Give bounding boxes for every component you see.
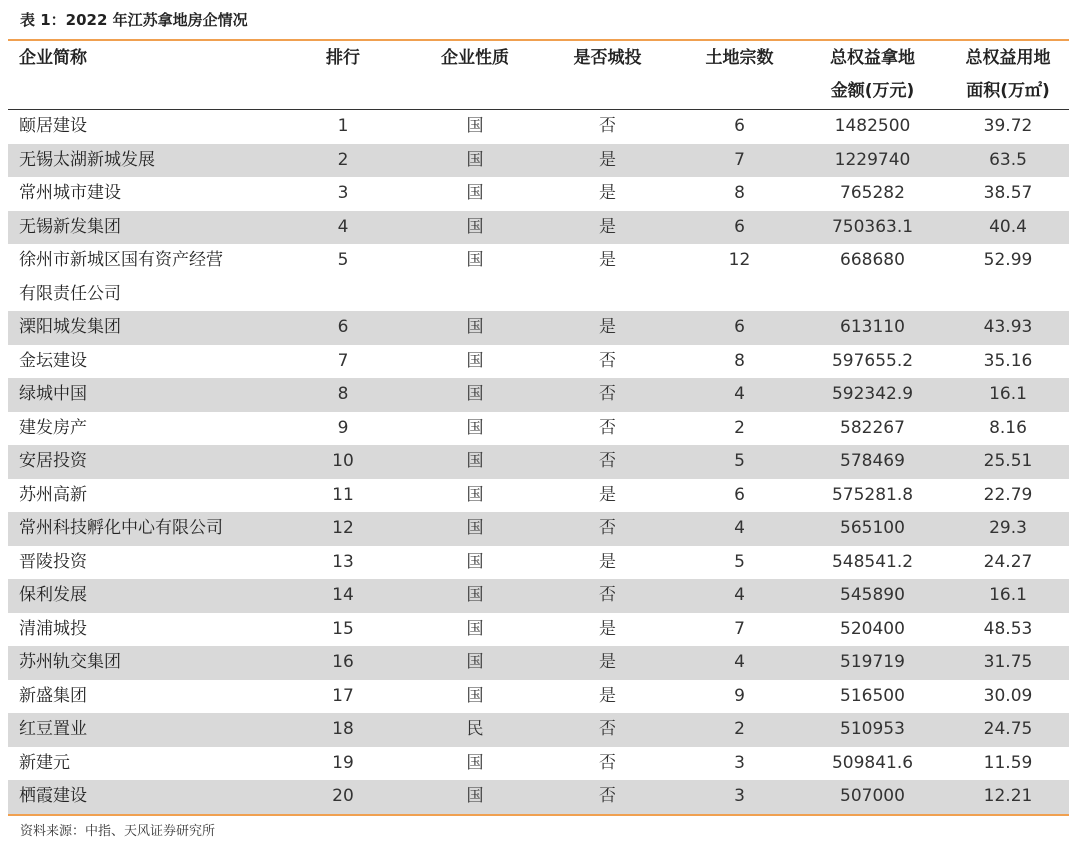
cell-rank: 17	[332, 685, 354, 706]
cell-land-count: 4	[681, 646, 798, 680]
cell-nature: 国	[416, 378, 534, 412]
cell-land-count: 2	[681, 713, 798, 747]
cell-area: 25.51	[947, 445, 1069, 479]
cell-rank: 15	[332, 618, 354, 639]
header-amount	[798, 41, 947, 110]
table-row	[8, 780, 1069, 814]
cell-nature: 国	[466, 350, 484, 371]
cell-amount: 750363.1	[798, 211, 947, 245]
cell-name-line2: 有限责任公司	[19, 283, 121, 304]
cell-chengtou: 否	[599, 350, 616, 371]
table-row	[8, 311, 1069, 345]
cell-land-count: 6	[734, 484, 745, 505]
header-amount-line2: 金额(万元)	[830, 81, 915, 101]
cell-rank: 1	[337, 116, 349, 136]
cell-nature: 国	[416, 780, 534, 814]
cell-amount: 510953	[798, 713, 947, 747]
cell-area: 16.1	[947, 579, 1069, 613]
cell-area: 52.99	[983, 250, 1033, 270]
cell-chengtou: 是	[599, 183, 616, 203]
cell-area: 22.79	[983, 484, 1033, 505]
cell-chengtou: 否	[534, 780, 681, 814]
cell-area: 29.3	[947, 512, 1069, 546]
cell-nature: 国	[416, 311, 534, 345]
cell-nature: 国	[416, 512, 534, 546]
cell-rank: 2	[270, 144, 416, 178]
cell-rank: 18	[270, 713, 416, 747]
cell-nature: 国	[466, 183, 484, 203]
cell-chengtou: 否	[534, 445, 681, 479]
cell-chengtou: 是	[534, 311, 681, 345]
cell-amount: 582267	[840, 417, 905, 438]
table-row	[8, 412, 1069, 446]
cell-nature: 民	[416, 713, 534, 747]
cell-land-count: 4	[681, 512, 798, 546]
table-row	[8, 512, 1069, 546]
table-row	[8, 378, 1069, 412]
cell-amount: 1229740	[798, 144, 947, 178]
cell-land-count: 5	[734, 551, 745, 572]
table-row	[8, 646, 1069, 680]
bottom-rule	[8, 814, 1069, 816]
cell-name: 栖霞建设	[8, 780, 270, 814]
cell-area: 48.53	[983, 618, 1033, 639]
cell-rank: 3	[337, 183, 349, 203]
cell-area: 12.21	[947, 780, 1069, 814]
cell-land-count: 8	[734, 183, 745, 203]
cell-area: 39.72	[983, 116, 1033, 136]
cell-nature: 国	[466, 618, 484, 639]
cell-area: 43.93	[947, 311, 1069, 345]
cell-rank: 19	[332, 752, 354, 773]
cell-land-count: 4	[681, 378, 798, 412]
cell-amount: 520400	[840, 618, 905, 639]
cell-area: 16.1	[947, 378, 1069, 412]
cell-area: 8.16	[989, 417, 1027, 438]
cell-chengtou: 是	[599, 250, 616, 270]
cell-rank: 14	[270, 579, 416, 613]
cell-nature: 国	[416, 144, 534, 178]
cell-chengtou: 是	[599, 685, 616, 706]
cell-amount: 597655.2	[831, 350, 914, 371]
cell-land-count: 9	[734, 685, 745, 706]
table-caption: 表 1：2022 年江苏拿地房企情况	[20, 11, 248, 29]
cell-amount: 578469	[798, 445, 947, 479]
cell-name: 苏州高新	[19, 484, 87, 505]
land-acquisition-table	[8, 39, 1069, 816]
cell-chengtou: 否	[599, 417, 616, 438]
cell-land-count: 5	[681, 445, 798, 479]
cell-rank: 7	[337, 350, 349, 371]
cell-area: 63.5	[947, 144, 1069, 178]
header-nature: 企业性质	[441, 48, 509, 68]
cell-chengtou: 否	[534, 378, 681, 412]
cell-land-count: 3	[681, 780, 798, 814]
table-row	[8, 546, 1069, 580]
cell-nature: 国	[466, 752, 484, 773]
cell-nature: 国	[466, 685, 484, 706]
cell-amount: 519719	[798, 646, 947, 680]
cell-land-count: 8	[734, 350, 745, 371]
table-row	[8, 713, 1069, 747]
header-amount-line1: 总权益拿地	[830, 48, 915, 68]
cell-rank: 6	[270, 311, 416, 345]
cell-amount: 565100	[798, 512, 947, 546]
cell-land-count: 4	[681, 579, 798, 613]
table-row	[8, 345, 1069, 379]
cell-chengtou: 是	[534, 646, 681, 680]
source-note: 资料来源：中指、天风证券研究所	[20, 824, 216, 839]
cell-amount: 765282	[840, 183, 905, 203]
cell-area: 24.75	[947, 713, 1069, 747]
cell-name: 保利发展	[8, 579, 270, 613]
cell-land-count: 6	[681, 311, 798, 345]
cell-rank: 4	[270, 211, 416, 245]
cell-land-count: 3	[734, 752, 745, 773]
cell-name: 常州科技孵化中心有限公司	[8, 512, 270, 546]
cell-name: 清浦城投	[19, 618, 87, 639]
cell-name: 溧阳城发集团	[8, 311, 270, 345]
cell-amount: 545890	[798, 579, 947, 613]
cell-name: 建发房产	[19, 417, 87, 438]
table-row	[8, 747, 1069, 781]
cell-rank: 12	[270, 512, 416, 546]
cell-area: 11.59	[983, 752, 1033, 773]
cell-nature: 国	[466, 551, 484, 572]
cell-area: 40.4	[947, 211, 1069, 245]
cell-rank: 8	[270, 378, 416, 412]
cell-name: 颐居建设	[19, 116, 87, 136]
cell-land-count: 2	[734, 417, 745, 438]
cell-chengtou: 否	[534, 579, 681, 613]
cell-name-line1: 徐州市新城区国有资产经营	[19, 250, 223, 270]
cell-name: 绿城中国	[8, 378, 270, 412]
cell-nature: 国	[416, 211, 534, 245]
cell-chengtou: 否	[599, 116, 616, 136]
cell-area: 24.27	[983, 551, 1033, 572]
header-area	[947, 41, 1069, 110]
cell-area: 35.16	[983, 350, 1033, 371]
table-row	[8, 244, 1069, 311]
header-name: 企业简称	[19, 48, 87, 68]
cell-name: 无锡新发集团	[8, 211, 270, 245]
cell-chengtou: 否	[534, 512, 681, 546]
table-row	[8, 613, 1069, 647]
cell-chengtou: 是	[599, 618, 616, 639]
cell-nature: 国	[466, 484, 484, 505]
table-row	[8, 144, 1069, 178]
cell-name: 无锡太湖新城发展	[8, 144, 270, 178]
cell-rank: 20	[270, 780, 416, 814]
header-rank: 排行	[326, 48, 360, 68]
cell-area: 38.57	[983, 183, 1033, 203]
cell-name: 新建元	[19, 752, 70, 773]
header-chengtou: 是否城投	[573, 48, 642, 68]
table-row	[8, 177, 1069, 211]
cell-amount: 516500	[840, 685, 905, 706]
cell-chengtou: 是	[599, 551, 616, 572]
header-land-count: 土地宗数	[705, 48, 774, 68]
cell-land-count: 6	[681, 211, 798, 245]
cell-land-count: 6	[734, 116, 745, 136]
cell-amount: 575281.8	[831, 484, 914, 505]
cell-name: 安居投资	[8, 445, 270, 479]
header-area-line2: 面积(万㎡)	[966, 81, 1050, 101]
cell-name: 常州城市建设	[19, 183, 121, 203]
cell-amount: 507000	[798, 780, 947, 814]
cell-rank: 10	[270, 445, 416, 479]
table-row	[8, 680, 1069, 714]
cell-land-count: 7	[734, 618, 745, 639]
cell-name: 苏州轨交集团	[8, 646, 270, 680]
cell-nature: 国	[416, 646, 534, 680]
cell-amount: 613110	[798, 311, 947, 345]
cell-amount: 509841.6	[831, 752, 914, 773]
cell-land-count: 12	[728, 250, 751, 270]
cell-nature: 国	[416, 579, 534, 613]
cell-amount: 548541.2	[831, 551, 914, 572]
cell-chengtou: 是	[599, 484, 616, 505]
cell-name: 红豆置业	[8, 713, 270, 747]
cell-chengtou: 是	[534, 144, 681, 178]
cell-rank: 16	[270, 646, 416, 680]
cell-land-count: 7	[681, 144, 798, 178]
table-row	[8, 479, 1069, 513]
cell-rank: 5	[337, 250, 349, 270]
cell-nature: 国	[466, 250, 484, 270]
cell-area: 30.09	[983, 685, 1033, 706]
cell-amount: 1482500	[834, 116, 911, 136]
cell-chengtou: 否	[599, 752, 616, 773]
table-header-row	[8, 41, 1069, 110]
cell-rank: 9	[337, 417, 349, 438]
cell-area: 31.75	[947, 646, 1069, 680]
cell-name: 金坛建设	[19, 350, 87, 371]
table-row	[8, 110, 1069, 144]
cell-amount: 668680	[840, 250, 905, 270]
cell-chengtou: 否	[534, 713, 681, 747]
cell-amount: 592342.9	[798, 378, 947, 412]
cell-name: 新盛集团	[19, 685, 87, 706]
table-row	[8, 211, 1069, 245]
cell-nature: 国	[466, 417, 484, 438]
table-row	[8, 445, 1069, 479]
table-row	[8, 579, 1069, 613]
cell-name: 晋陵投资	[19, 551, 87, 572]
cell-rank: 11	[332, 484, 354, 505]
cell-nature: 国	[466, 116, 484, 136]
cell-nature: 国	[416, 445, 534, 479]
cell-name	[8, 244, 270, 311]
header-area-line1: 总权益用地	[965, 48, 1051, 68]
table-body	[8, 110, 1069, 814]
cell-chengtou: 是	[534, 211, 681, 245]
cell-rank: 13	[332, 551, 354, 572]
